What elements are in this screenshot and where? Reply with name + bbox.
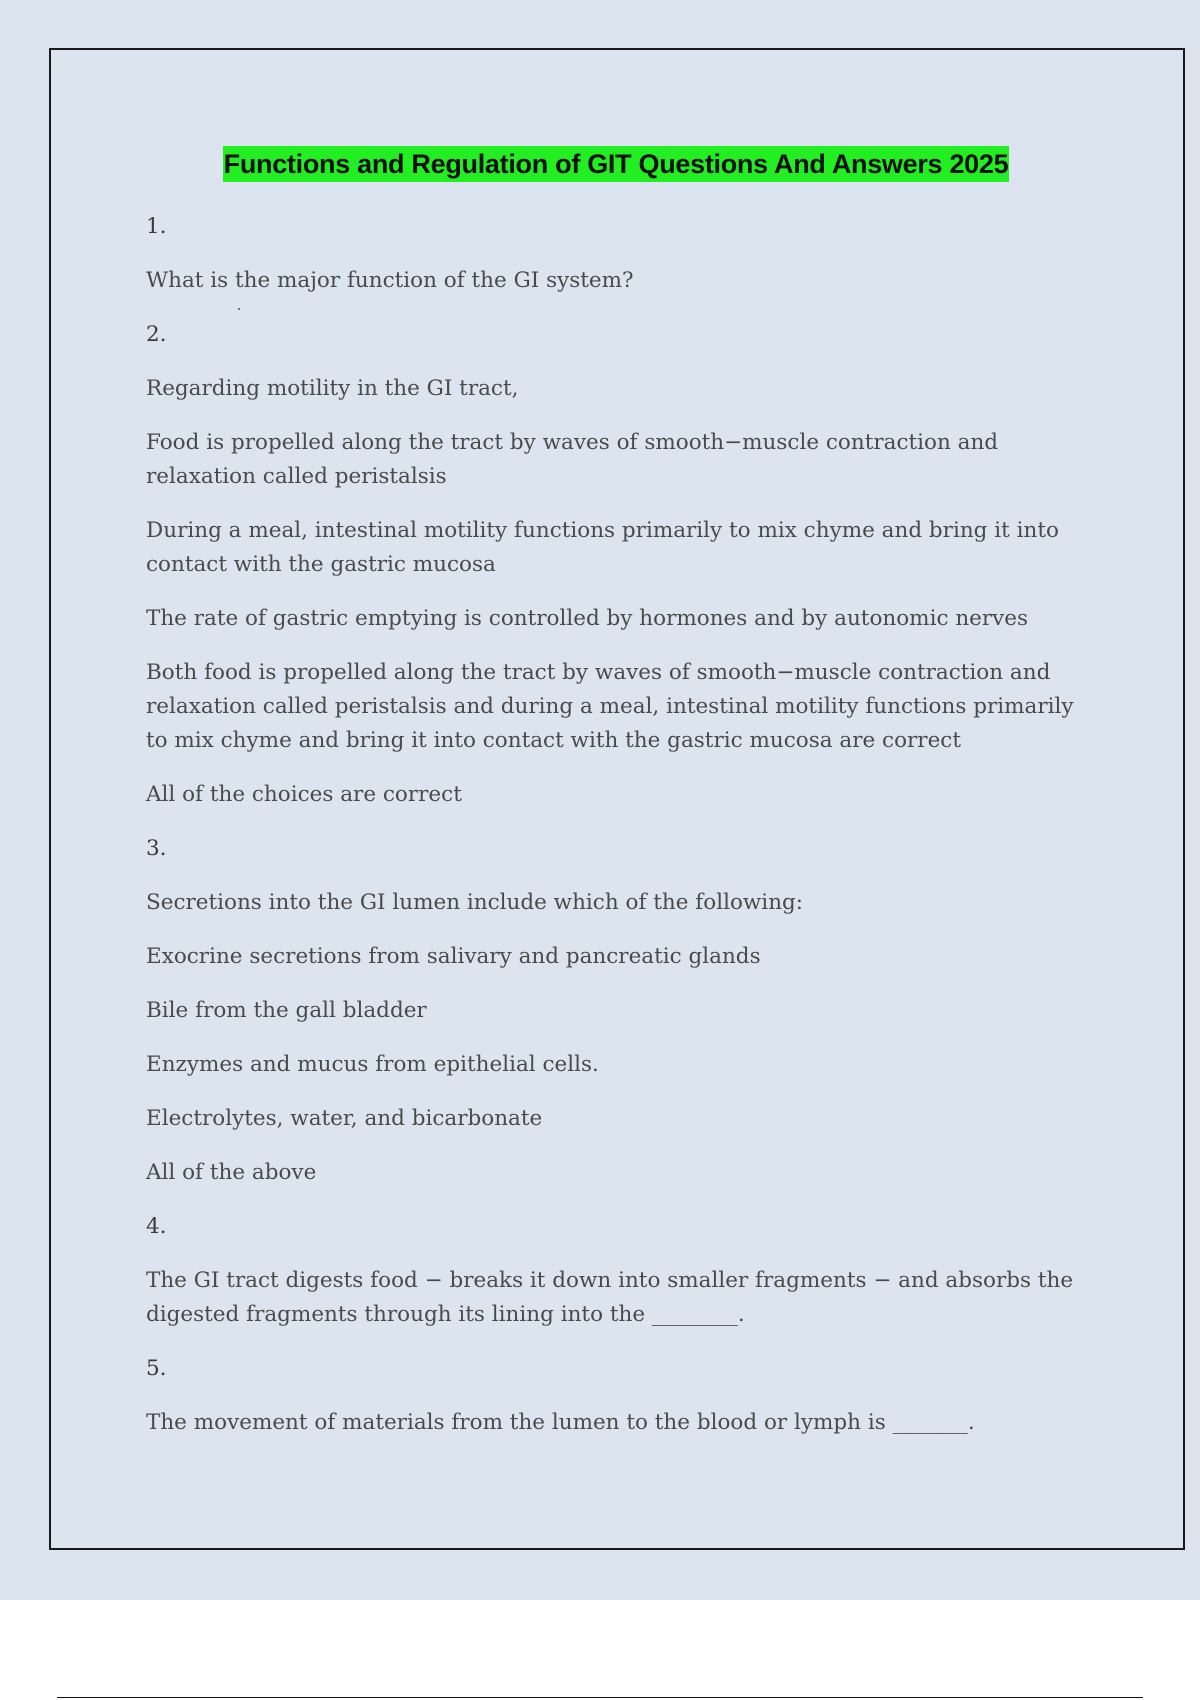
question-text: The GI tract digests food − breaks it down into smaller fragments − and absorbs the digested fragments through its lining into the ________. — [146, 1268, 1074, 1327]
question-text: The rate of gastric emptying is controlled by hormones and by autonomic nerves — [146, 606, 1029, 631]
title-container — [0, 146, 1200, 182]
question-number: 5. — [146, 1356, 167, 1381]
question-number: 3. — [146, 836, 167, 861]
question-text: Secretions into the GI lumen include which of the following: — [146, 890, 804, 915]
document-title: Functions and Regulation of GIT Questions And Answers 2025 — [223, 146, 1010, 182]
document-body — [146, 210, 1091, 1460]
question-text: Enzymes and mucus from epithelial cells. — [146, 1052, 599, 1077]
question-text: What is the major function of the GI system? — [146, 268, 634, 293]
question-text: All of the choices are correct — [146, 782, 462, 807]
footer-divider — [57, 1697, 1143, 1698]
question-number: 2. — [146, 322, 167, 347]
question-text: During a meal, intestinal motility functions primarily to mix chyme and bring it into contact with the gastric mucosa — [146, 518, 1059, 577]
question-text: All of the above — [146, 1160, 317, 1185]
question-number: 1. — [146, 214, 167, 239]
question-text: Bile from the gall bladder — [146, 998, 427, 1023]
question-text: Exocrine secretions from salivary and pancreatic glands — [146, 944, 761, 969]
question-number: 4. — [146, 1214, 167, 1239]
question-text: Food is propelled along the tract by waves of smooth−muscle contraction and relaxation called peristalsis — [146, 430, 999, 489]
question-text: The movement of materials from the lumen to the blood or lymph is _______. — [146, 1410, 975, 1435]
question-text: Regarding motility in the GI tract, — [146, 376, 519, 401]
question-text: Both food is propelled along the tract by waves of smooth−muscle contraction and relaxation called peristalsis and during a meal, intestinal motility functions primarily to mix chyme and bring it into contact with the gastric mucosa are correct — [146, 660, 1074, 753]
question-text: Electrolytes, water, and bicarbonate — [146, 1106, 543, 1131]
